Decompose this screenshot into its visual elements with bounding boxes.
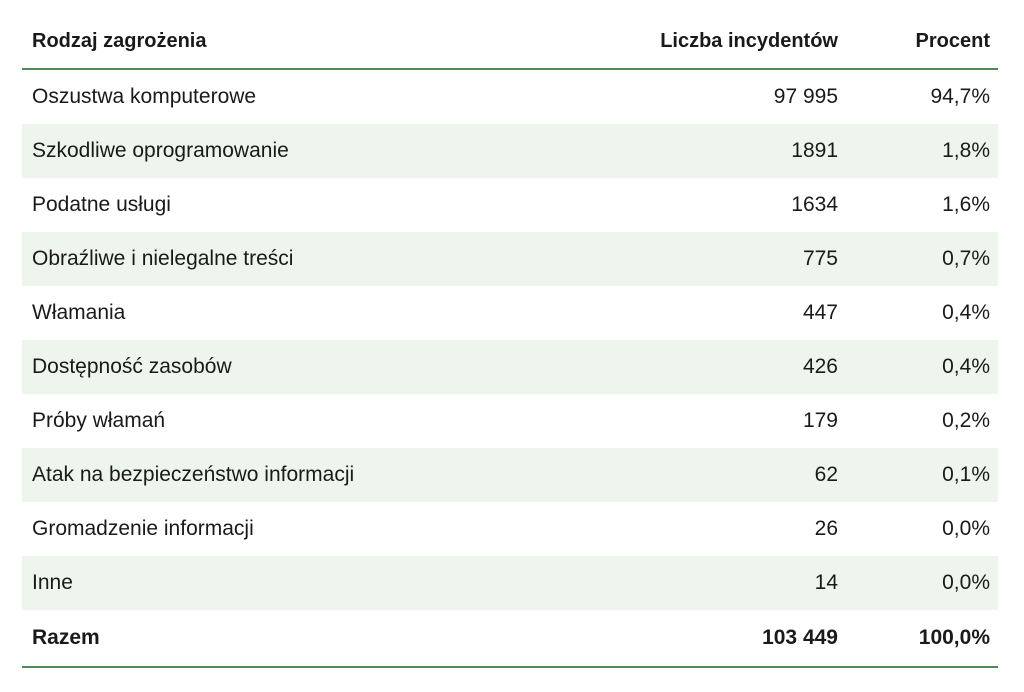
table-row [22, 232, 998, 286]
table-total-row [22, 610, 998, 668]
table-row [22, 286, 998, 340]
header-incident-count: Liczba incydentów [660, 29, 838, 52]
percent-cell: 0,4% [942, 301, 990, 324]
incident-count-cell: 775 [802, 247, 838, 270]
threat-type-cell: Włamania [32, 301, 126, 324]
header-threat-type: Rodzaj zagrożenia [32, 29, 207, 52]
threat-type-cell: Atak na bezpieczeństwo informacji [32, 463, 355, 486]
incident-count-cell: 179 [802, 409, 838, 432]
total-count: 103 449 [762, 626, 838, 649]
threat-type-cell: Podatne usługi [32, 193, 171, 216]
incident-count-cell: 97 995 [773, 85, 838, 108]
incident-count-cell: 1634 [791, 193, 838, 216]
incident-count-cell: 447 [802, 301, 838, 324]
table-row [22, 448, 998, 502]
incident-count-cell: 426 [802, 355, 838, 378]
incident-count-cell: 1891 [791, 139, 838, 162]
table-row [22, 340, 998, 394]
percent-cell: 94,7% [930, 85, 990, 108]
threat-type-cell: Dostępność zasobów [32, 355, 232, 378]
table-row [22, 70, 998, 124]
total-percent: 100,0% [918, 626, 990, 649]
table-header-row [22, 14, 998, 70]
percent-cell: 1,6% [942, 193, 990, 216]
table-row [22, 124, 998, 178]
threat-type-cell: Próby włamań [32, 409, 166, 432]
table-row [22, 178, 998, 232]
percent-cell: 0,2% [942, 409, 990, 432]
threat-type-cell: Oszustwa komputerowe [32, 85, 257, 108]
incident-table [22, 14, 998, 668]
incident-count-cell: 14 [814, 571, 838, 594]
threat-type-cell: Szkodliwe oprogramowanie [32, 139, 289, 162]
header-percent: Procent [915, 29, 990, 52]
threat-type-cell: Obraźliwe i nielegalne treści [32, 247, 294, 270]
incident-count-cell: 26 [814, 517, 838, 540]
total-label: Razem [32, 626, 100, 649]
percent-cell: 0,0% [942, 571, 990, 594]
threat-type-cell: Inne [32, 571, 73, 594]
percent-cell: 0,0% [942, 517, 990, 540]
percent-cell: 0,1% [942, 463, 990, 486]
table-row [22, 394, 998, 448]
table-row [22, 556, 998, 610]
percent-cell: 0,7% [942, 247, 990, 270]
percent-cell: 0,4% [942, 355, 990, 378]
threat-type-cell: Gromadzenie informacji [32, 517, 254, 540]
table-row [22, 502, 998, 556]
incident-count-cell: 62 [814, 463, 838, 486]
percent-cell: 1,8% [942, 139, 990, 162]
